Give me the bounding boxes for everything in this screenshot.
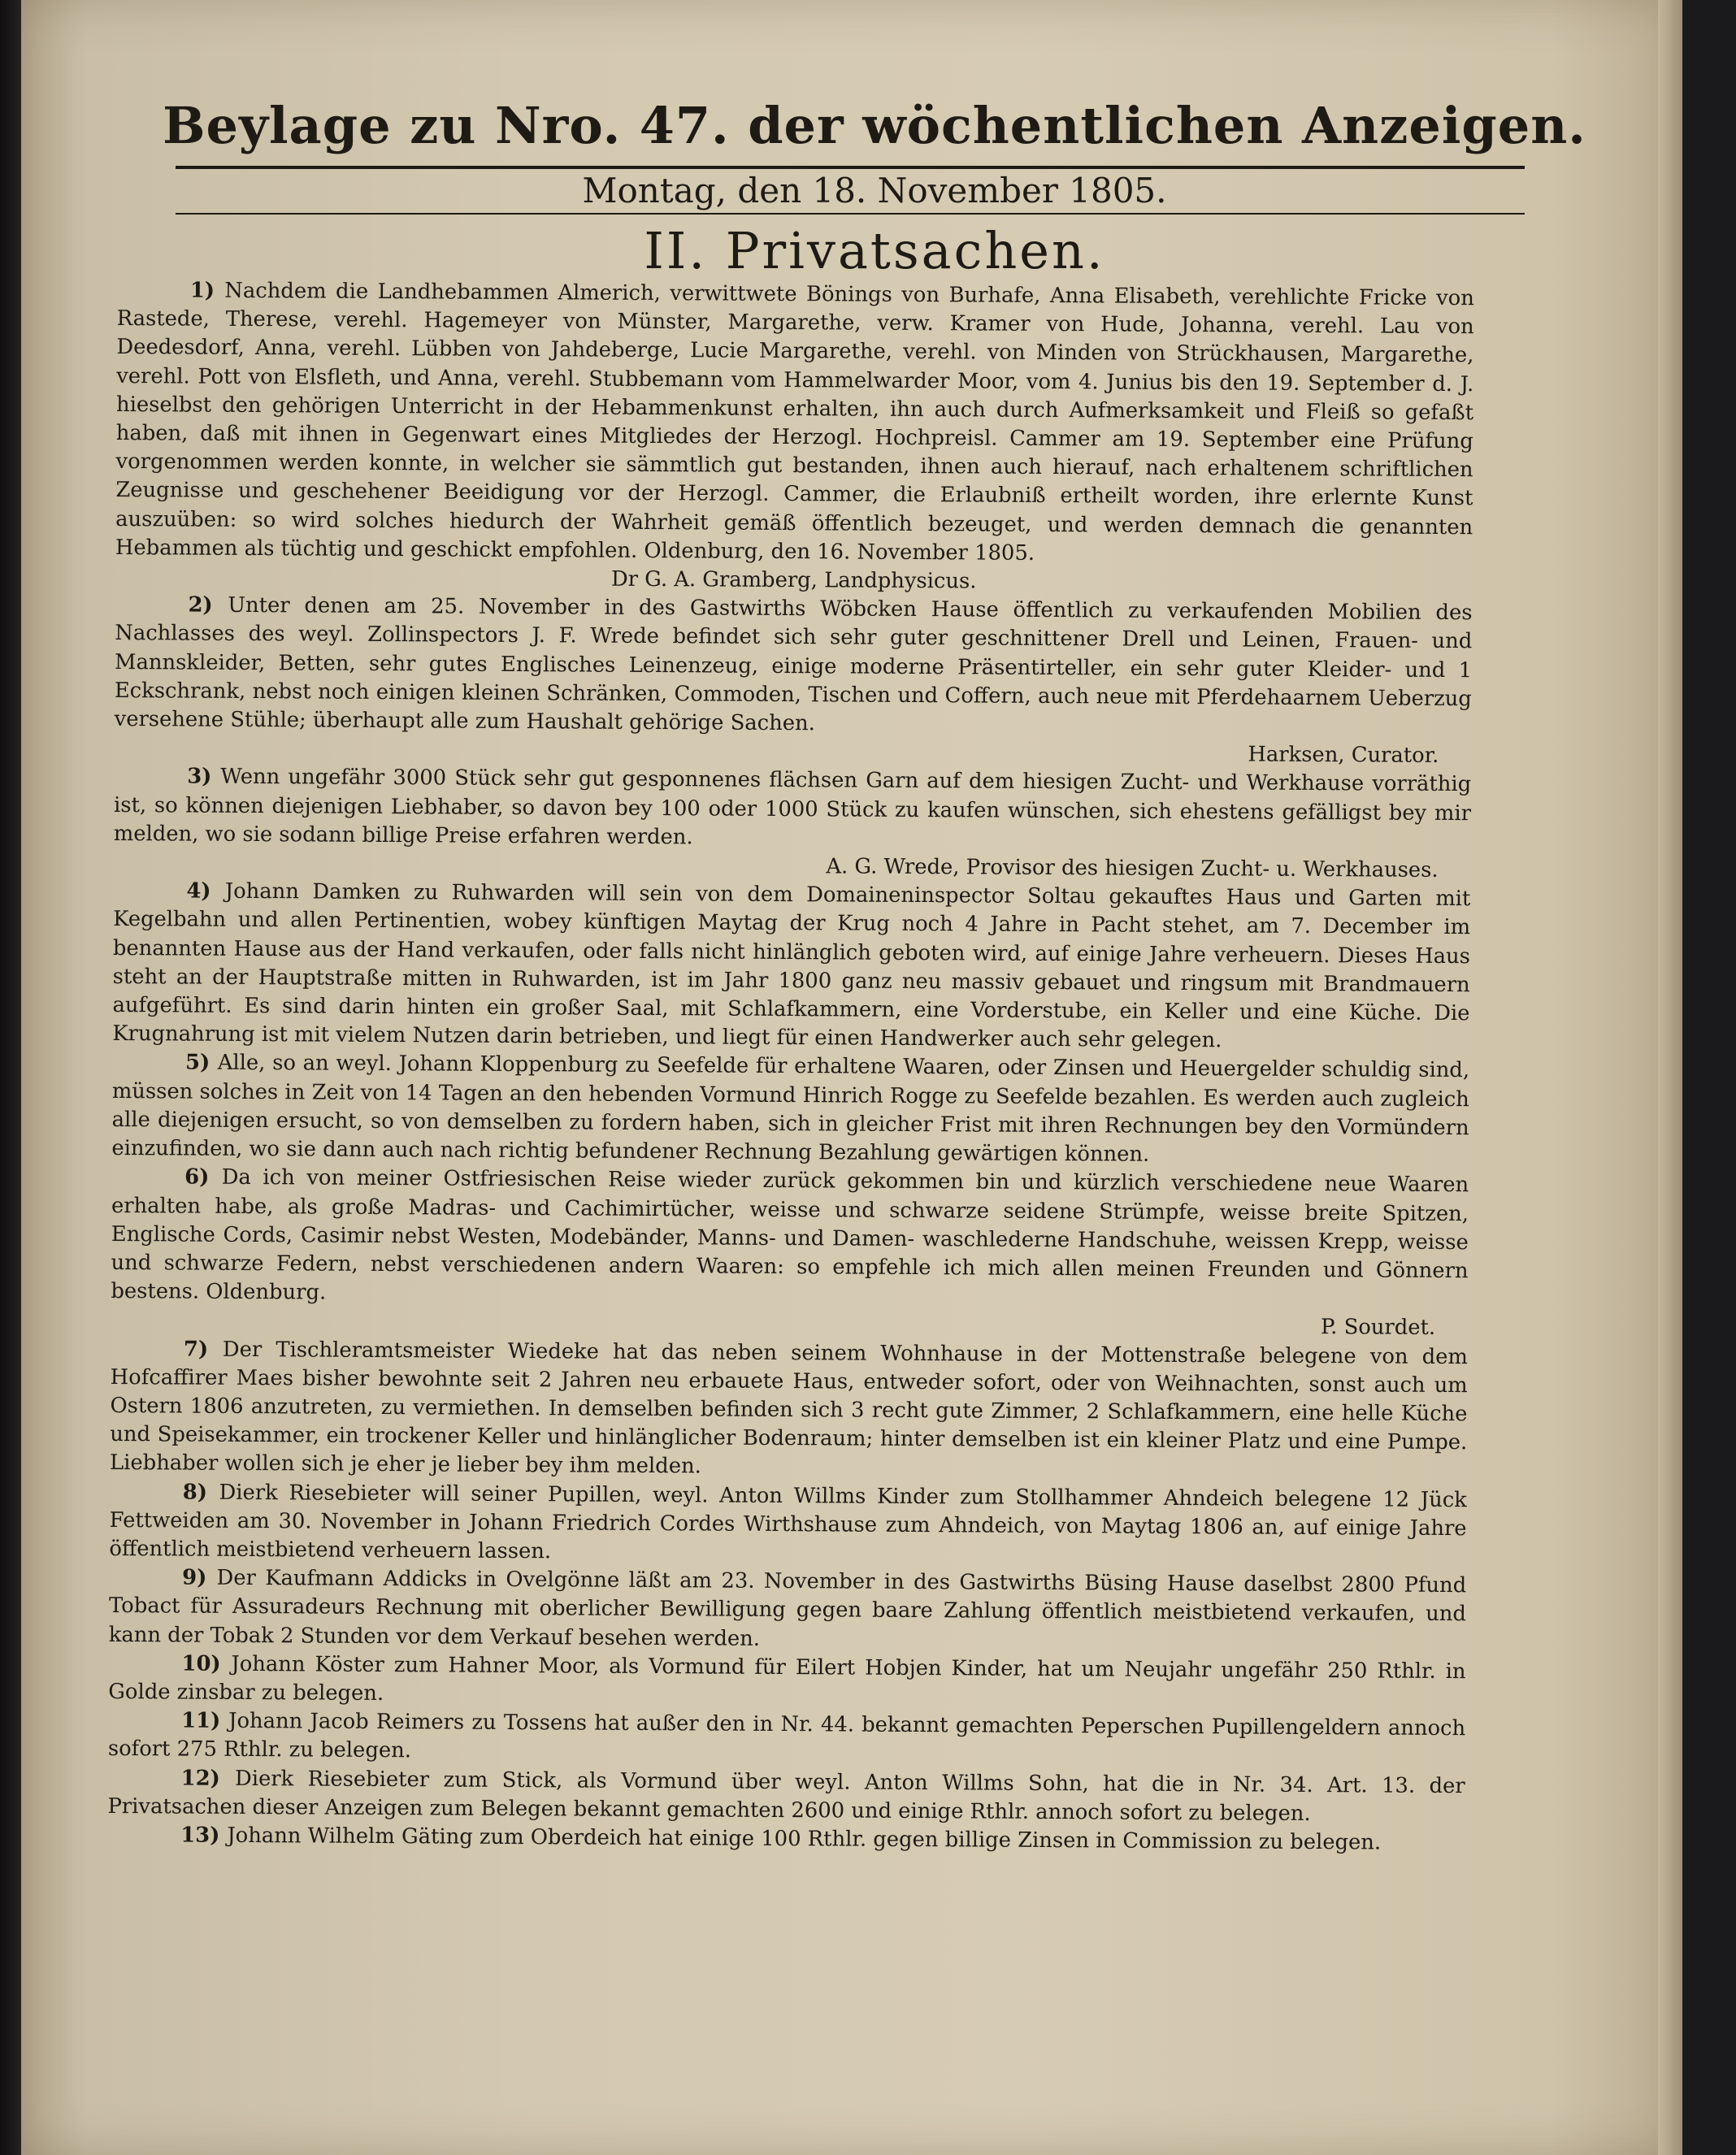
entry-7 — [110, 1334, 1468, 1485]
entry-text: Der Kaufmann Addicks in Ovelgönne läßt am 23. November in des Gastwirths Büsing Hause daselbst 2800 Pfund Tobact für Assuradeurs Rechnung mit oberlicher Bewilligung gegen baare Zahlung öffentlich meistbietend verkaufen, und kann der Tobak 2 Stunden vor dem Verkauf besehen werden. — [108, 1565, 1467, 1651]
page-edge — [1658, 0, 1682, 2155]
entry-text: Unter denen am 25. November in des Gastwirths Wöbcken Hause öffentlich zu verkaufenden Mobilien des Nachlasses des weyl. Zollinspectors J. F. Wrede befindet sich sehr guter geschnittener Drell und Leinen, Frauen- und Mannskleider, Betten, sehr gutes Englisches Leinenzeug, einige moderne Präsentirteller, ein sehr guter Kleider- und 1 Eckschrank, nebst noch einigen kleinen Schränken, Commoden, Tischen und Coffern, auch neue mit Pferdehaarnem Ueberzug versehene Stühle; überhaupt alle zum Haushalt gehörige Sachen. — [114, 593, 1473, 736]
entry-4 — [112, 877, 1470, 1056]
entry-number: 8) — [182, 1480, 219, 1505]
entry-signature: P. Sourdet. — [1321, 1315, 1436, 1341]
section-title: II. Privatsachen. — [644, 221, 1105, 280]
entry-number: 2) — [188, 592, 228, 618]
dateline: Montag, den 18. November 1805. — [582, 171, 1167, 210]
entry-1 — [115, 276, 1474, 570]
masthead-title: Beylage zu Nro. 47. der wöchentlichen Anzeigen. — [163, 96, 1586, 155]
entry-number: 1) — [189, 278, 225, 303]
entry-5 — [111, 1048, 1469, 1171]
entry-text: Johann Jacob Reimers zu Tossens hat außer den in Nr. 44. bekannt gemachten Peperschen Pupillengeldern annoch sofort 275 Rthlr. zu belegen. — [107, 1709, 1466, 1763]
entry-signature: Dr G. A. Gramberg, Landphysicus. — [610, 566, 977, 594]
entry-number: 6) — [184, 1164, 222, 1190]
entry-11 — [108, 1706, 1465, 1772]
entry-text: Alle, so an weyl. Johann Kloppenburg zu Seefelde für erhaltene Waaren, oder Zinsen und Heuergelder schuldig sind, müssen solches in Zeit von 14 Tagen an den hebenden Vormund Hinrich Rogge zu Seefelde bezahlen. Es werden auch zugleich alle diejenigen ersucht, so von demselben zu fordern haben, sich in gleicher Frist mit ihren Rechnungen bey den Vormündern einzufinden, wo sie dann auch nach richtig befundener Rechnung Bezahlung gewärtigen können. — [111, 1051, 1470, 1167]
newspaper-page — [21, 0, 1682, 2155]
dateline-rule — [176, 213, 1525, 215]
entry-9 — [109, 1563, 1467, 1658]
entry-text: Dierk Riesebieter zum Stick, als Vormund über weyl. Anton Willms Sohn, hat die in Nr. 34. Art. 13. der Privatsachen dieser Anzeigen zum Belegen bekannt gemachten 2600 und einige Rthlr. annoch sofort zu belegen. — [107, 1766, 1465, 1826]
article-body — [107, 276, 1474, 1858]
entry-8 — [109, 1478, 1467, 1572]
entry-text: Johann Damken zu Ruhwarden will sein von dem Domaineninspector Soltau gekauftes Haus und Garten mit Kegelbahn und allen Pertinentien, wobey künftigen Maytag der Krug noch 4 Jahre in Pacht stehet, am 7. December im benannten Hause aus der Hand verkaufen, oder falls nicht hinlänglich geboten wird, auf einige Jahre verheuern. Dieses Haus steht an der Hauptstraße mitten in Ruhwarden, ist im Jahr 1800 ganz neu massiv gebauet und ringsum mit Brandmauern aufgeführt. Es sind darin hinten ein großer Saal, mit Schlafkammern, eine Vorderstube, ein Keller und eine Küche. Die Krugnahrung ist mit vielem Nutzen darin betrieben, und liegt für einen Handwerker auch sehr gelegen. — [112, 879, 1471, 1053]
entry-2 — [115, 591, 1473, 742]
entry-text: Nachdem die Landhebammen Almerich, verwittwete Bönings von Burhafe, Anna Elisabeth, verehlichte Fricke von Rastede, Therese, verehl. Hagemeyer von Münster, Margarethe, verw. Kramer von Hude, Johanna, verehl. Lau von Deedesdorf, Anna, verehl. Lübben von Jahdeberge, Lucie Margarethe, verehl. von Minden von Strückhausen, Margarethe, verehl. Pott von Elsfleth, und Anna, verehl. Stubbemann vom Hammelwarder Moor, vom 4. Junius bis den 19. September d. J. hieselbst den gehörigen Unterricht in der Hebammenkunst erhalten, ihn auch durch Aufmerksamkeit und Fleiß so gefaßt haben, daß mit ihnen in Gegenwart eines Mitgliedes der Herzogl. Hochpreisl. Cammer am 19. September eine Prüfung vorgenommen werden konnte, in welcher sie sämmtlich gut bestanden, ihnen auch hierauf, nach erhaltenem schriftlichen Zeugnisse und geschehener Beeidigung vor der Herzogl. Cammer, die Erlaubniß ertheilt worden, ihre erlernte Kunst auszuüben: so wird solches hiedurch der Wahrheit gemäß öffentlich bezeuget, und werden demnach die genannten Hebammen als tüchtig und geschickt empfohlen. Oldenburg, den 16. November 1805. — [115, 278, 1474, 566]
entry-text: Der Tischleramtsmeister Wiedeke hat das neben seinem Wohnhause in der Mottenstraße belegene von dem Hofcaffirer Maes bisher bewohnte seit 2 Jahren neu erbauete Haus, entweder sofort, oder von Weihnachten, sonst auch um Ostern 1806 anzutreten, zu vermiethen. In demselben befinden sich 3 recht gute Zimmer, 2 Schlafkammern, eine helle Küche und Speisekammer, ein trockener Keller und hinlänglicher Bodenraum; hinter demselben ist ein kleiner Platz und eine Pumpe. Liebhaber wollen sich je eher je lieber bey ihm melden. — [109, 1337, 1468, 1479]
entry-number: 7) — [183, 1337, 224, 1362]
entry-number: 10) — [181, 1651, 232, 1676]
entry-number: 9) — [182, 1565, 217, 1590]
entry-signature: A. G. Wrede, Provisor des hiesigen Zucht- u. Werkhauses. — [826, 854, 1439, 883]
entry-text: Dierk Riesebieter will seiner Pupillen, weyl. Anton Willms Kinder zum Stollhammer Ahndeich belegene 12 Jück Fettweiden am 30. November in Johann Friedrich Cordes Wirthshause zum Ahndeich, von Maytag 1806 an, auf einige Jahre öffentlich meistbietend verheuern lassen. — [109, 1480, 1467, 1564]
entry-number: 4) — [186, 878, 225, 904]
entry-text: Wenn ungefähr 3000 Stück sehr gut gesponnenes flächsen Garn auf dem hiesigen Zucht- und Werkhause vorräthig ist, so können diejenigen Liebhaber, so davon bey 100 oder 1000 Stück zu kaufen wünschen, sich ehestens gefälligst bey mir melden, wo sie sodann billige Preise erfahren werden. — [113, 765, 1472, 850]
entry-text: Da ich von meiner Ostfriesischen Reise wieder zurück gekommen bin und kürzlich verschiedene neue Waaren erhalten habe, als große Madras- und Cachimirtücher, weisse und schwarze seidene Strümpfe, weisse breite Spitzen, Englische Cords, Casimir nebst Westen, Modebänder, Manns- und Damen- waschlederne Handschuhe, weissen Krepp, weisse und schwarze Federn, nebst verschiedenen andern Waaren: so empfehle ich mich allen meinen Freunden und Gönnern bestens. Oldenburg. — [111, 1165, 1469, 1305]
entry-signature: Harksen, Curator. — [1248, 742, 1439, 769]
entry-6 — [111, 1163, 1469, 1314]
entry-10 — [108, 1650, 1465, 1715]
entry-text: Johann Köster zum Hahner Moor, als Vormund für Eilert Hobjen Kinder, hat um Neujahr ungefähr 250 Rthlr. in Golde zinsbar zu belegen. — [108, 1651, 1466, 1706]
entry-number: 11) — [181, 1708, 229, 1734]
entry-number: 3) — [187, 764, 221, 790]
entry-3 — [114, 762, 1472, 856]
entry-12 — [107, 1764, 1465, 1830]
masthead-rule — [176, 166, 1525, 169]
entry-number: 5) — [184, 1051, 218, 1076]
entry-number: 13) — [180, 1823, 228, 1848]
entry-text: Johann Wilhelm Gäting zum Oberdeich hat einige 100 Rthlr. gegen billige Zinsen in Commission zu belegen. — [227, 1823, 1382, 1855]
entry-number: 12) — [180, 1766, 236, 1791]
